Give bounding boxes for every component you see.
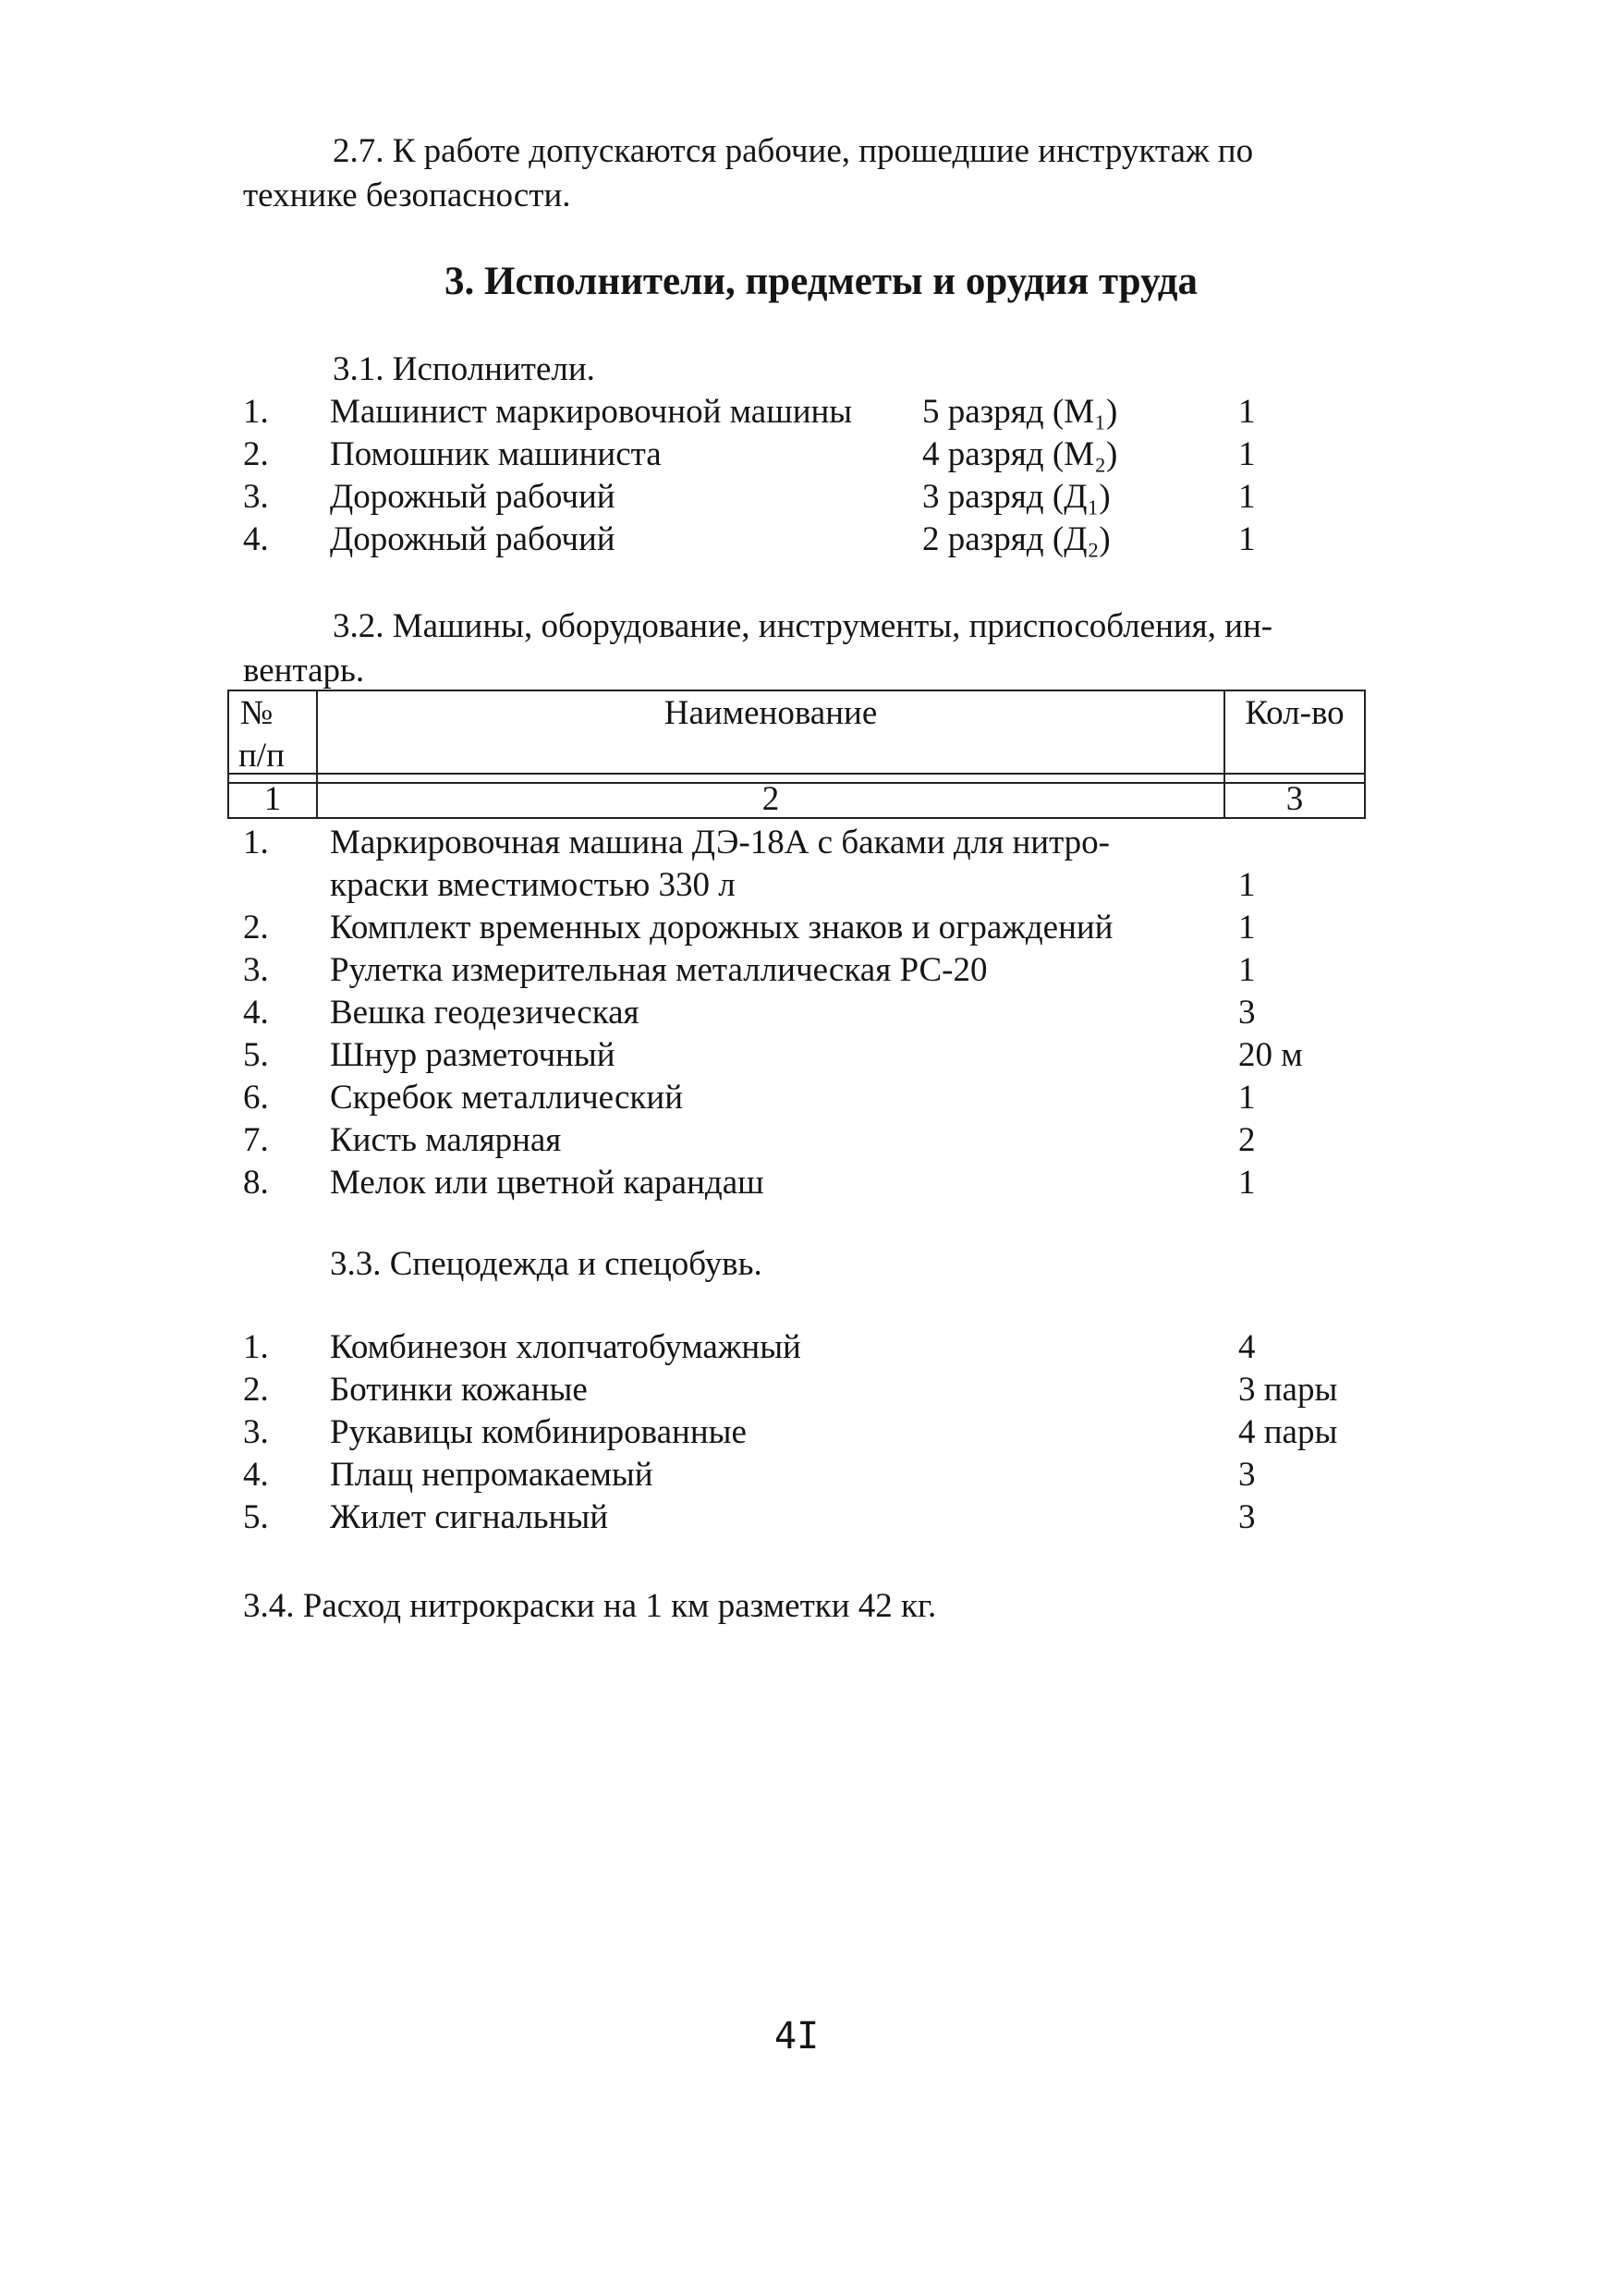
performer-name: Машинист маркировочной машины: [330, 393, 853, 431]
performer-name: Дорожный рабочий: [330, 520, 615, 558]
equipment-name: Рулетка измерительная металлическая РС-20: [330, 951, 988, 989]
equipment-num: 7.: [243, 1121, 269, 1159]
equipment-qty: 2: [1238, 1121, 1256, 1159]
header-num-line1: №: [240, 694, 274, 732]
performer-grade: 3 разряд (Д₁): [922, 478, 1111, 516]
performer-num: 4.: [243, 520, 269, 558]
subsection-3-2-line1: 3.2. Машины, оборудование, инструменты, приспособления, ин-: [333, 607, 1273, 645]
equipment-num: 1.: [243, 824, 269, 861]
clothing-num: 3.: [243, 1413, 269, 1451]
equipment-num: 4.: [243, 994, 269, 1032]
equipment-qty: 1: [1238, 1164, 1256, 1202]
performer-num: 2.: [243, 435, 269, 473]
equipment-qty: 1: [1238, 909, 1256, 946]
equipment-name: Вешка геодезическая: [330, 994, 639, 1032]
table-border-header: [227, 773, 1366, 775]
clothing-qty: 3: [1238, 1498, 1256, 1536]
clothing-name: Рукавицы комбинированные: [330, 1413, 747, 1451]
equipment-qty: 1: [1238, 951, 1256, 989]
clothing-qty: 4: [1238, 1328, 1256, 1366]
equipment-num: 2.: [243, 909, 269, 946]
performer-qty: 1: [1238, 520, 1256, 558]
equipment-qty: 3: [1238, 994, 1256, 1032]
equipment-num: 8.: [243, 1164, 269, 1202]
table-border-right: [1364, 690, 1366, 819]
subsection-3-1-heading: 3.1. Исполнители.: [333, 350, 595, 388]
header-qty: Кол-во: [1245, 694, 1345, 732]
clothing-name: Плащ непромакаемый: [330, 1456, 653, 1494]
table-border-top: [227, 690, 1366, 691]
performer-qty: 1: [1238, 435, 1256, 473]
performer-num: 3.: [243, 478, 269, 516]
equipment-num: 6.: [243, 1079, 269, 1117]
clothing-qty: 3 пары: [1238, 1371, 1338, 1409]
header-name: Наименование: [663, 694, 878, 732]
performer-num: 1.: [243, 393, 269, 431]
performer-qty: 1: [1238, 393, 1256, 431]
equipment-qty: 1: [1238, 866, 1256, 904]
equipment-num: 3.: [243, 951, 269, 989]
equipment-name: Скребок металлический: [330, 1079, 684, 1117]
equipment-qty: 1: [1238, 1079, 1256, 1117]
paragraph-2-7-line2: технике безопасности.: [243, 177, 571, 214]
clothing-name: Комбинезон хлопчатобумажный: [330, 1328, 801, 1366]
equipment-num: 5.: [243, 1036, 269, 1074]
equipment-name-cont: краски вместимостью 330 л: [330, 866, 736, 904]
performer-grade: 5 разряд (М₁): [922, 393, 1118, 431]
performer-grade: 4 разряд (М₂): [922, 435, 1118, 473]
performer-qty: 1: [1238, 478, 1256, 516]
equipment-name: Маркировочная машина ДЭ-18А с баками для нитро-: [330, 824, 1111, 861]
equipment-name: Шнур разметочный: [330, 1036, 615, 1074]
equipment-name: Комплект временных дорожных знаков и ограждений: [330, 909, 1114, 946]
equipment-qty: 20 м: [1238, 1036, 1303, 1074]
subsection-3-3-heading: 3.3. Спецодежда и спецобувь.: [330, 1245, 762, 1283]
performer-grade: 2 разряд (Д₂): [922, 520, 1111, 558]
subsection-3-2-line2: вентарь.: [243, 652, 365, 690]
performer-name: Помошник машиниста: [330, 435, 662, 473]
clothing-name: Ботинки кожаные: [330, 1371, 588, 1409]
performer-name: Дорожный рабочий: [330, 478, 615, 516]
clothing-name: Жилет сигнальный: [330, 1498, 609, 1536]
subsection-3-4: 3.4. Расход нитрокраски на 1 км разметки 42 кг.: [243, 1587, 937, 1625]
index-col2: 2: [761, 780, 780, 818]
header-num-line2: п/п: [238, 737, 285, 775]
clothing-num: 4.: [243, 1456, 269, 1494]
section-title: 3. Исполнители, предметы и орудия труда: [444, 260, 1199, 303]
index-col1: 1: [263, 780, 282, 818]
clothing-qty: 3: [1238, 1456, 1256, 1494]
equipment-name: Мелок или цветной карандаш: [330, 1164, 764, 1202]
clothing-num: 1.: [243, 1328, 269, 1366]
clothing-qty: 4 пары: [1238, 1413, 1338, 1451]
page-number: 4I: [774, 2015, 820, 2058]
index-col3: 3: [1285, 780, 1304, 818]
paragraph-2-7-line1: 2.7. К работе допускаются рабочие, прошедшие инструктаж по: [333, 132, 1254, 170]
clothing-num: 2.: [243, 1371, 269, 1409]
clothing-num: 5.: [243, 1498, 269, 1536]
equipment-name: Кисть малярная: [330, 1121, 562, 1159]
